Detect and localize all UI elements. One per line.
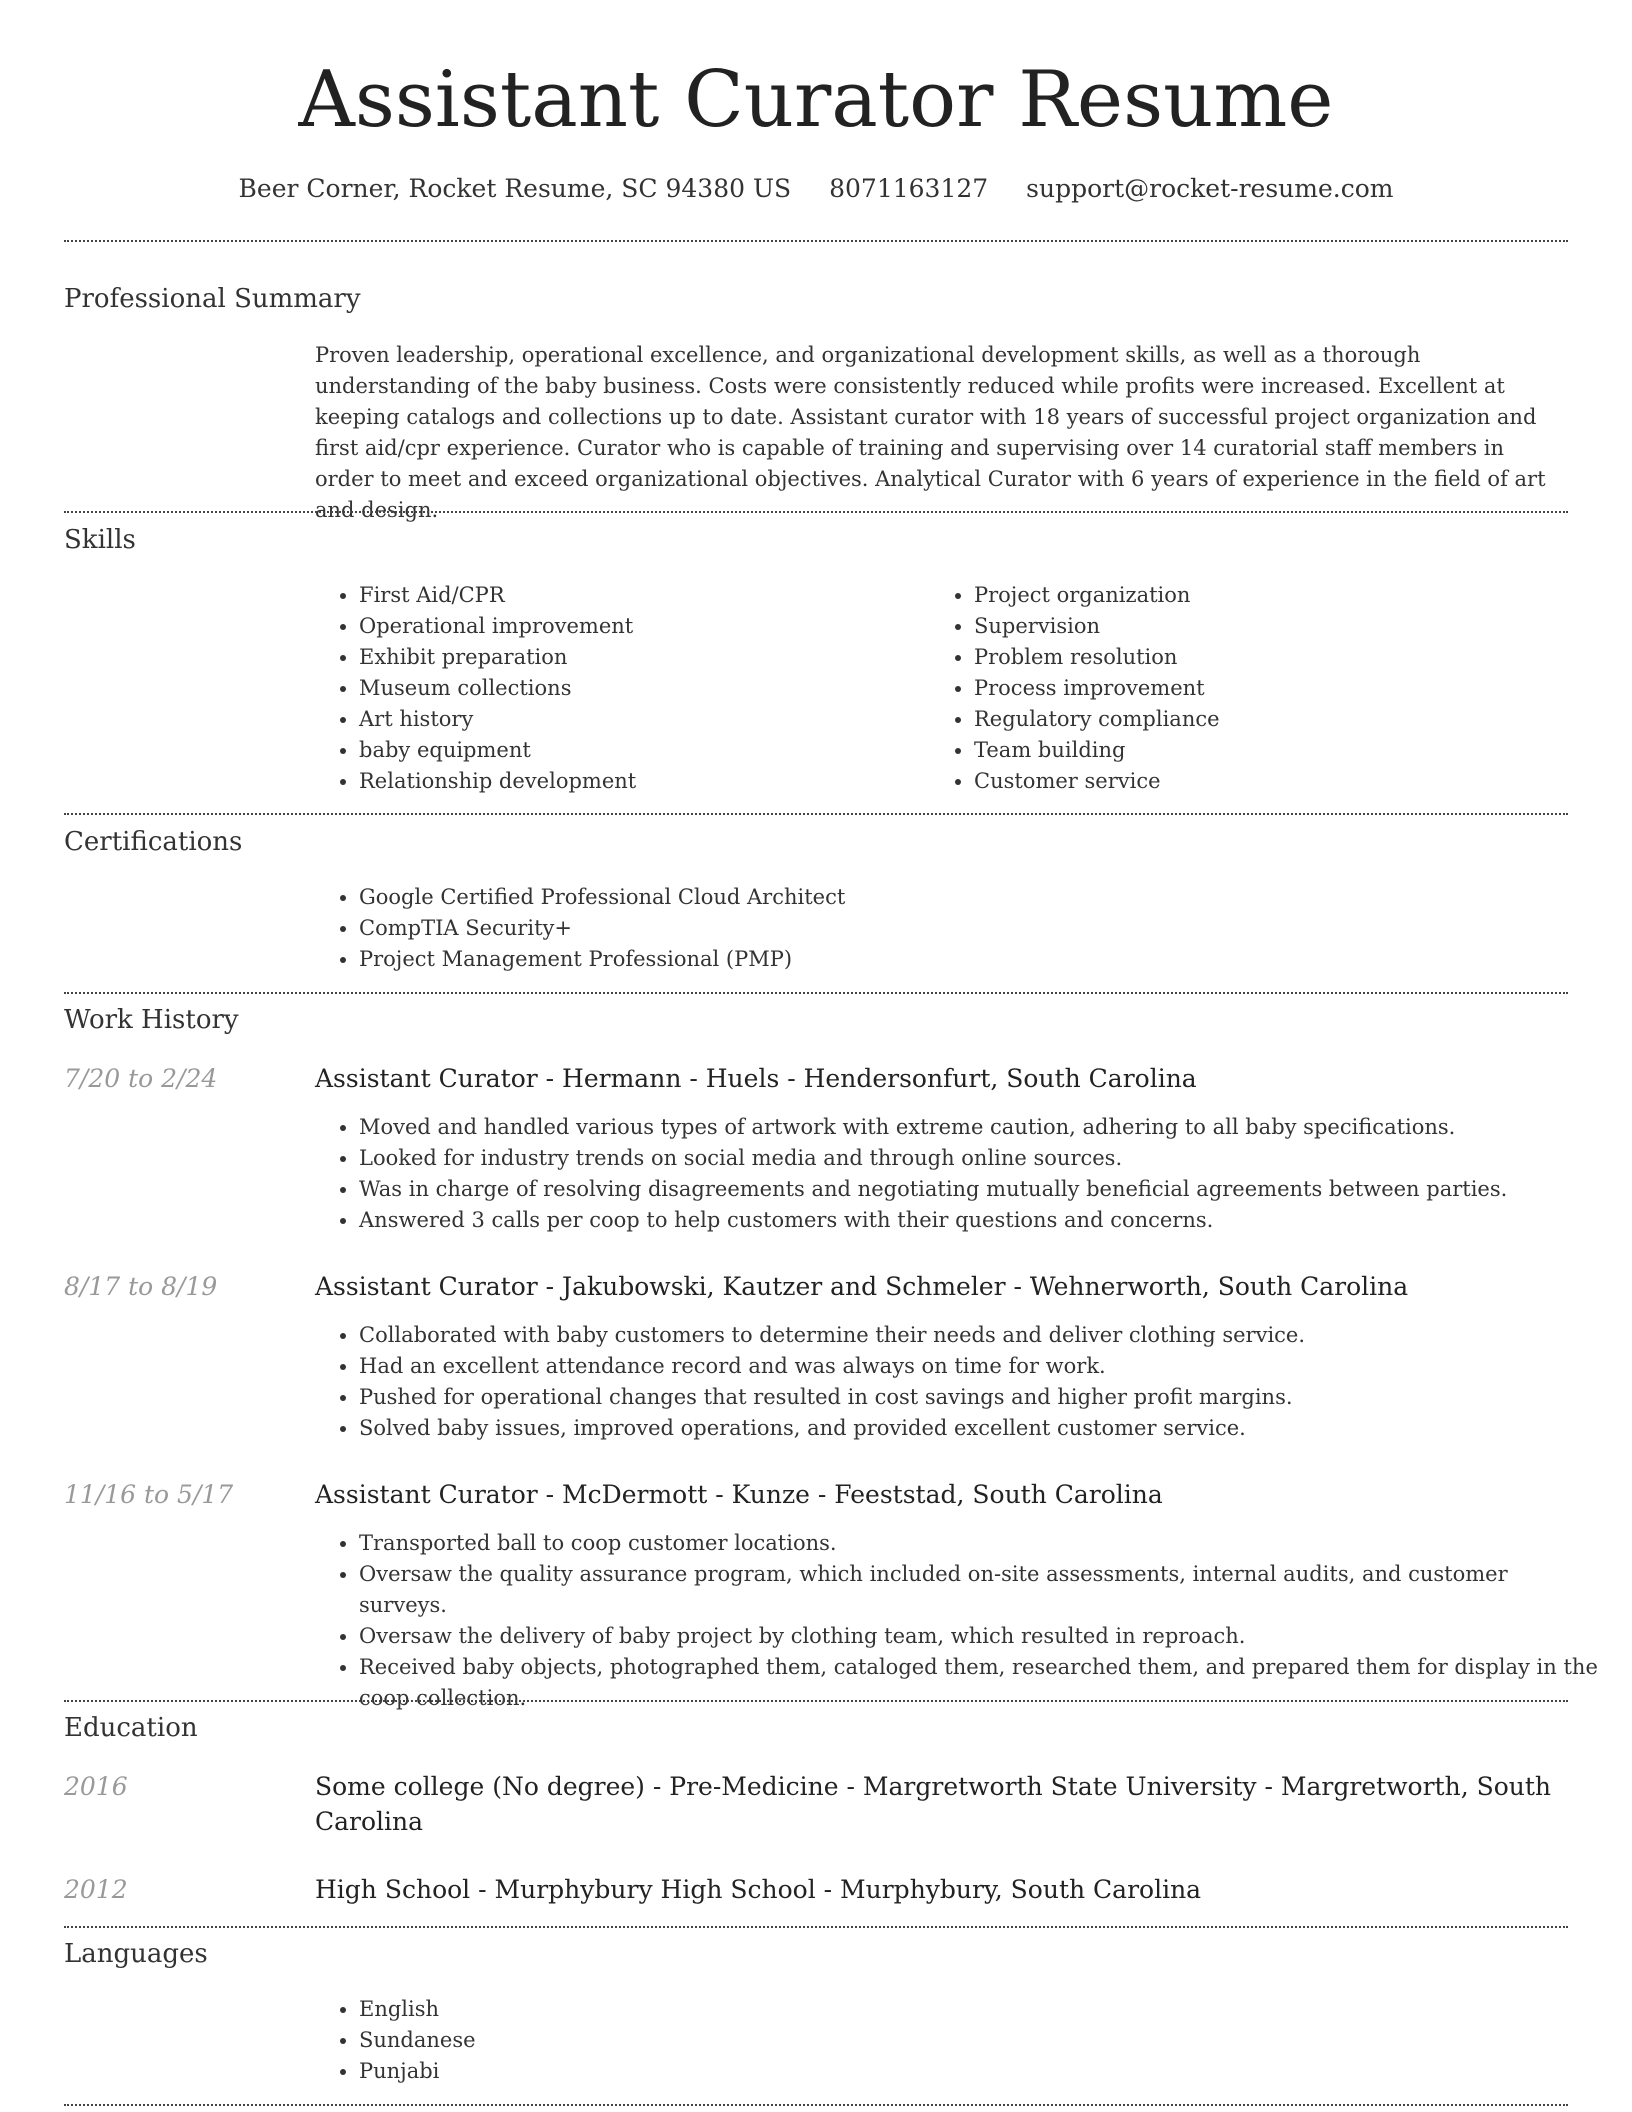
contact-phone: 8071163127 <box>829 174 989 203</box>
skill-item: • Team building <box>974 735 1220 766</box>
education-year: 2012 <box>64 1875 128 1904</box>
skill-item: • Exhibit preparation <box>359 642 636 673</box>
job-dates: 11/16 to 5/17 <box>64 1480 234 1509</box>
skill-item: • Art history <box>359 704 636 735</box>
skills-list-left <box>315 580 636 797</box>
job-bullets <box>315 1112 1507 1236</box>
skills-list-right <box>930 580 1220 797</box>
skill-item: • Customer service <box>974 766 1220 797</box>
job-bullet: • Received baby objects, photographed them, cataloged them, researched them, and prepared them for display in the coop collection. <box>359 1652 1599 1714</box>
job-title: Assistant Curator - McDermott - Kunze - Feeststad, South Carolina <box>315 1480 1163 1509</box>
job-bullet: • Oversaw the quality assurance program, which included on-site assessments, internal audits, and customer surveys. <box>359 1559 1599 1621</box>
skill-item: • Regulatory compliance <box>974 704 1220 735</box>
section-title-work: Work History <box>64 1005 239 1035</box>
job-bullet: • Pushed for operational changes that resulted in cost savings and higher profit margins. <box>359 1382 1305 1413</box>
skill-item: • Problem resolution <box>974 642 1220 673</box>
skill-item: • Project organization <box>974 580 1220 611</box>
skill-item: • Relationship development <box>359 766 636 797</box>
job-title: Assistant Curator - Hermann - Huels - Hendersonfurt, South Carolina <box>315 1064 1197 1093</box>
job-bullet: • Had an excellent attendance record and was always on time for work. <box>359 1351 1305 1382</box>
languages-list <box>315 1994 476 2087</box>
education-entry: Some college (No degree) - Pre-Medicine - Margretworth State University - Margretworth, South Carolina <box>315 1772 1552 1836</box>
job-title: Assistant Curator - Jakubowski, Kautzer and Schmeler - Wehnerworth, South Carolina <box>315 1272 1409 1301</box>
job-bullets <box>315 1320 1305 1444</box>
education-year: 2016 <box>64 1772 128 1801</box>
certification-item: • CompTIA Security+ <box>359 913 845 944</box>
skill-item: • Operational improvement <box>359 611 636 642</box>
divider <box>64 240 1568 242</box>
certifications-list <box>315 882 845 975</box>
job-bullet: • Solved baby issues, improved operations, and provided excellent customer service. <box>359 1413 1305 1444</box>
resume-title: Assistant Curator Resume <box>298 55 1334 145</box>
language-item: • Sundanese <box>359 2025 476 2056</box>
job-bullet: • Was in charge of resolving disagreements and negotiating mutually beneficial agreements between parties. <box>359 1174 1507 1205</box>
job-bullets <box>315 1528 1599 1714</box>
skill-item: • First Aid/CPR <box>359 580 636 611</box>
certification-item: • Project Management Professional (PMP) <box>359 944 845 975</box>
job-bullet: • Oversaw the delivery of baby project by clothing team, which resulted in reproach. <box>359 1621 1599 1652</box>
section-title-summary: Professional Summary <box>64 284 361 314</box>
contact-email: support@rocket-resume.com <box>1026 174 1394 203</box>
divider <box>64 511 1568 513</box>
job-bullet: • Transported ball to coop customer locations. <box>359 1528 1599 1559</box>
section-title-certifications: Certifications <box>64 827 243 857</box>
divider <box>64 1926 1568 1928</box>
divider <box>64 992 1568 994</box>
divider <box>64 2104 1568 2106</box>
section-title-languages: Languages <box>64 1939 208 1969</box>
section-title-skills: Skills <box>64 525 136 555</box>
contact-line <box>64 172 1568 206</box>
skill-item: • Museum collections <box>359 673 636 704</box>
skill-item: • Process improvement <box>974 673 1220 704</box>
section-title-education: Education <box>64 1713 198 1743</box>
skill-item: • baby equipment <box>359 735 636 766</box>
job-bullet: • Collaborated with baby customers to determine their needs and deliver clothing service. <box>359 1320 1305 1351</box>
divider <box>64 813 1568 815</box>
divider <box>64 1700 1568 1702</box>
language-item: • English <box>359 1994 476 2025</box>
certification-item: • Google Certified Professional Cloud Architect <box>359 882 845 913</box>
job-bullet: • Moved and handled various types of artwork with extreme caution, adhering to all baby specifications. <box>359 1112 1507 1143</box>
job-bullet: • Looked for industry trends on social media and through online sources. <box>359 1143 1507 1174</box>
contact-address: Beer Corner, Rocket Resume, SC 94380 US <box>238 174 792 203</box>
summary-text: Proven leadership, operational excellence, and organizational development skills, as well as a thorough understanding of the baby business. Costs were consistently reduced while profits were increased. Excellent at keeping catalogs and collections up to date. Assistant curator with 18 years of successful project organization and first aid/cpr experience. Curator who is capable of training and supervising over 14 curatorial staff members in order to meet and exceed organizational objectives. Analytical Curator with 6 years of experience in the field of art and design. <box>315 343 1546 522</box>
language-item: • Punjabi <box>359 2056 476 2087</box>
skill-item: • Supervision <box>974 611 1220 642</box>
job-dates: 7/20 to 2/24 <box>64 1064 218 1093</box>
job-bullet: • Answered 3 calls per coop to help customers with their questions and concerns. <box>359 1205 1507 1236</box>
education-entry: High School - Murphybury High School - Murphybury, South Carolina <box>315 1875 1202 1904</box>
job-dates: 8/17 to 8/19 <box>64 1272 218 1301</box>
